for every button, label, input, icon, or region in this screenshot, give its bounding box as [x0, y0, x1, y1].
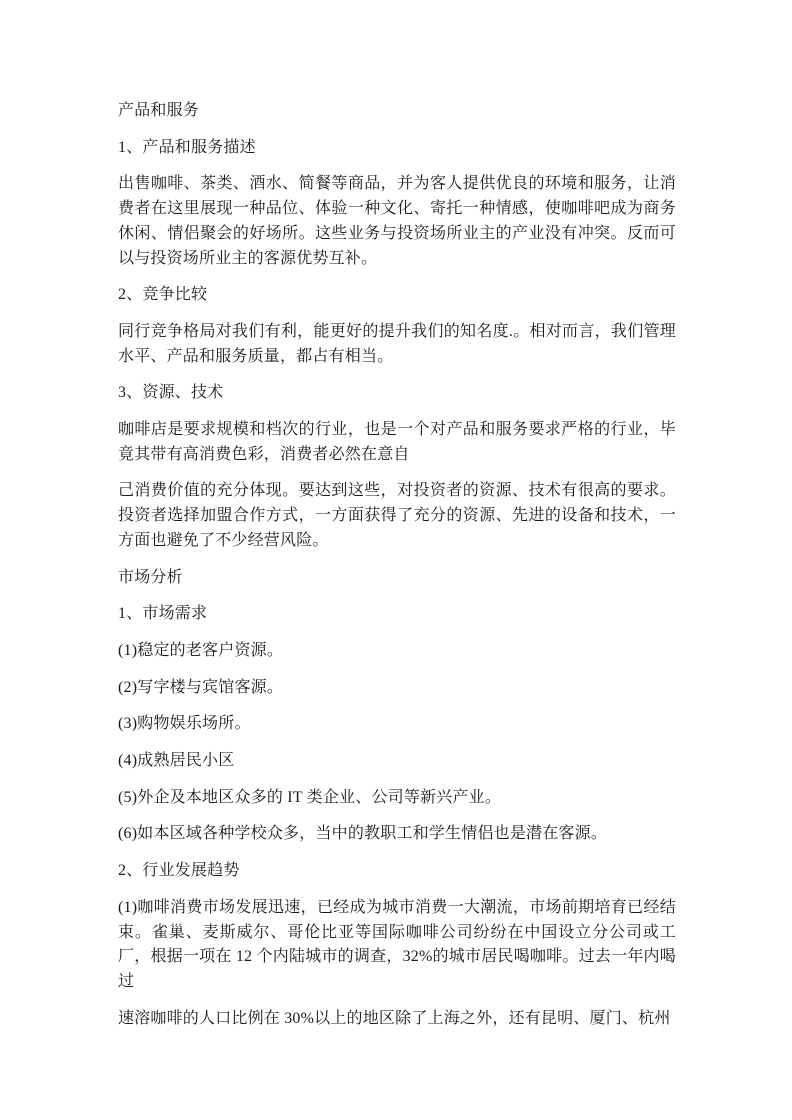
- paragraph-industry-trends-1: (1)咖啡消费市场发展迅速，已经成为城市消费一大潮流，市场前期培育已经结束。雀巢、麦斯威尔、哥伦比亚等国际咖啡公司纷纷在中国设立分公司或工厂，根据一项在 12 个内陆城市的调查，32%的城市居民喝咖啡。过去一年内喝过: [118, 898, 676, 990]
- list-item-shopping-entertainment: (3)购物娱乐场所。: [118, 715, 251, 733]
- paragraph-resources-1: 咖啡店是要求规模和档次的行业，也是一个对产品和服务要求严格的行业，毕竟其带有高消费色彩，消费者必然在意自: [118, 421, 676, 463]
- paragraph-products-description: 出售咖啡、茶类、酒水、简餐等商品，并为客人提供优良的环境和服务，让消费者在这里展现一种品位、体验一种文化、寄托一种情感，使咖啡吧成为商务休闲、情侣聚会的好场所。这些业务与投资场所业主的产业没有冲突。反而可以与投资场所业主的客源优势互补。: [118, 175, 676, 267]
- section-heading-market-analysis: 市场分析: [118, 568, 183, 586]
- list-item-residential: (4)成熟居民小区: [118, 752, 235, 770]
- heading-resources-technology: 3、资源、技术: [118, 384, 224, 402]
- document-content: [118, 99, 676, 1043]
- heading-industry-trends: 2、行业发展趋势: [118, 862, 240, 880]
- heading-product-service-description: 1、产品和服务描述: [118, 138, 256, 156]
- list-item-office-hotel: (2)写字楼与宾馆客源。: [118, 678, 284, 696]
- list-item-it-enterprises: (5)外企及本地区众多的 IT 类企业、公司等新兴产业。: [118, 788, 502, 806]
- paragraph-resources-2: 己消费价值的充分体现。要达到这些，对投资者的资源、技术有很高的要求。投资者选择加盟合作方式，一方面获得了充分的资源、先进的设备和技术，一方面也避免了不少经营风险。: [118, 482, 676, 549]
- list-item-schools: (6)如本区域各种学校众多，当中的教职工和学生情侣也是潜在客源。: [118, 825, 608, 843]
- heading-market-demand: 1、市场需求: [118, 605, 208, 623]
- paragraph-industry-trends-2: 速溶咖啡的人口比例在 30%以上的地区除了上海之外，还有昆明、厦门、杭州: [118, 1009, 671, 1027]
- section-heading-products-services: 产品和服务: [118, 102, 200, 119]
- heading-competition-comparison: 2、竞争比较: [118, 286, 208, 304]
- list-item-stable-customers: (1)稳定的老客户资源。: [118, 641, 284, 659]
- paragraph-competition: 同行竞争格局对我们有利，能更好的提升我们的知名度.。相对而言，我们管理水平、产品和服务质量，都占有相当。: [118, 322, 676, 365]
